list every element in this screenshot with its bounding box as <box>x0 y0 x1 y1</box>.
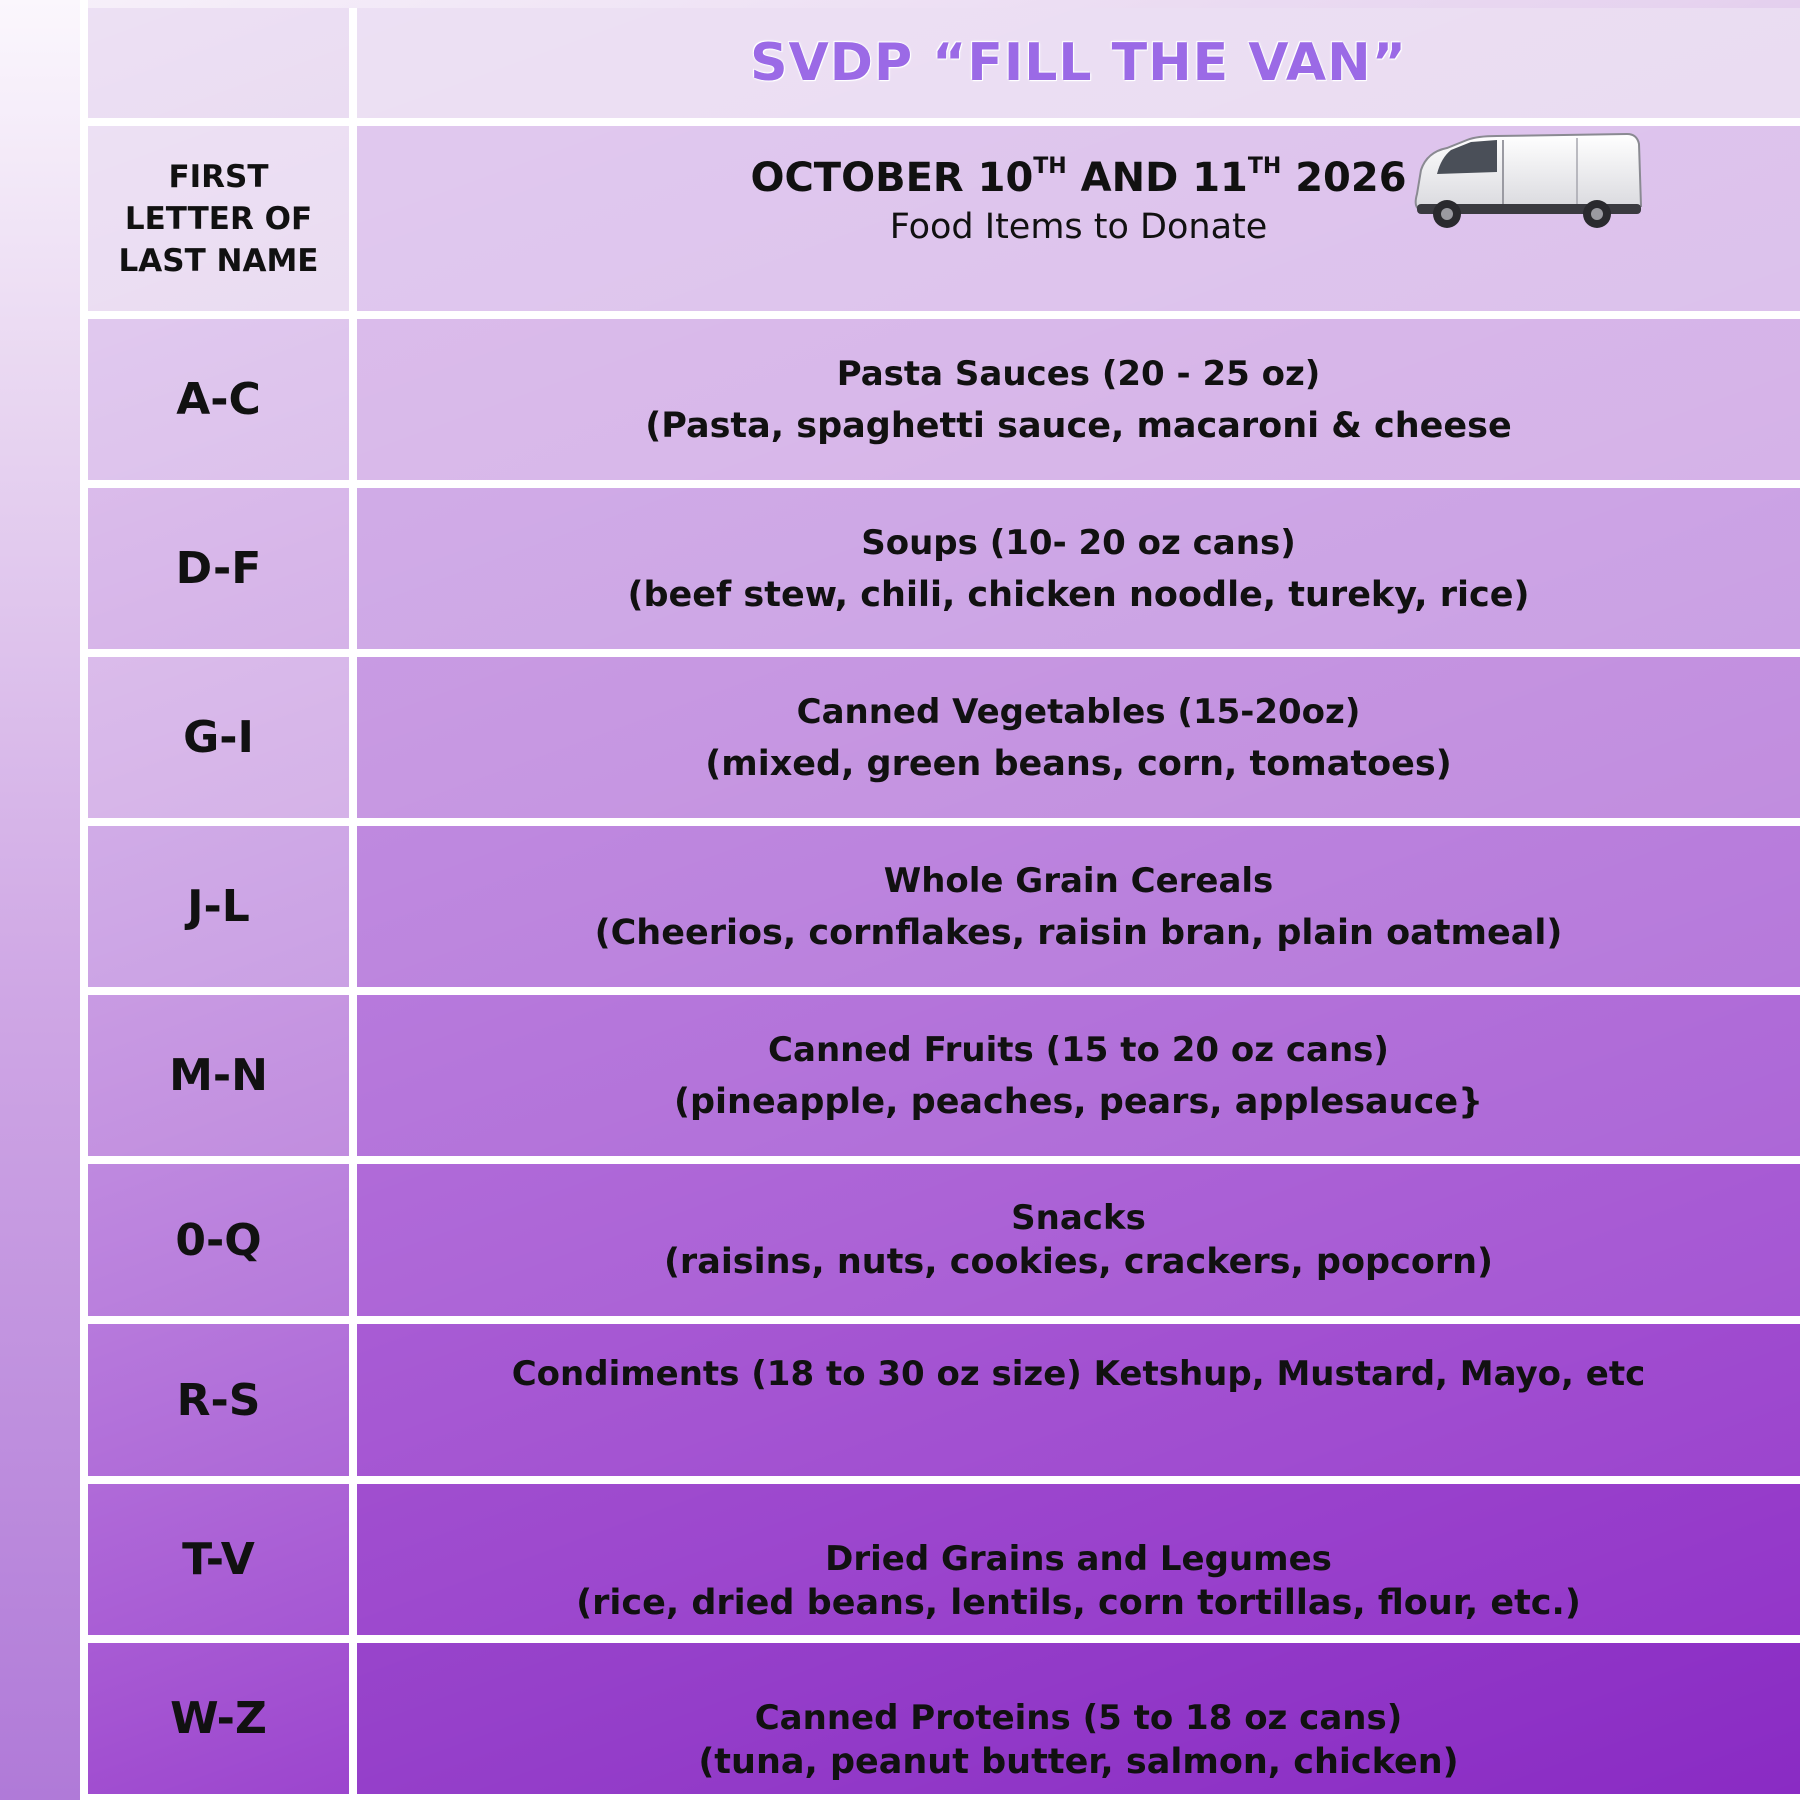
letter-range: M-N <box>169 1050 268 1101</box>
food-item-cell <box>357 1484 1800 1635</box>
letter-range-cell <box>88 488 349 649</box>
food-item-cell <box>357 657 1800 818</box>
food-item-examples: (Pasta, spaghetti sauce, macaroni & cheese <box>645 405 1512 446</box>
title-blank-cell <box>88 8 349 118</box>
food-item-examples: (mixed, green beans, corn, tomatoes) <box>705 743 1452 784</box>
letter-range-cell <box>88 657 349 818</box>
food-item-examples: (Cheerios, cornflakes, raisin bran, plain oatmeal) <box>594 912 1563 953</box>
column-label-cell <box>88 126 349 311</box>
column-label-line-3: LAST NAME <box>118 242 319 279</box>
food-item-title: Canned Vegetables (15-20oz) <box>796 691 1361 732</box>
column-label <box>109 156 329 282</box>
food-item-examples: (tuna, peanut butter, salmon, chicken) <box>698 1742 1459 1782</box>
letter-range: W-Z <box>170 1693 267 1744</box>
food-item-title: Snacks <box>1011 1198 1146 1238</box>
letter-range: A-C <box>176 374 261 425</box>
letter-range: G-I <box>183 712 254 763</box>
food-item-cell <box>357 995 1800 1156</box>
title-cell <box>357 8 1800 118</box>
food-item-examples: (beef stew, chili, chicken noodle, tureky, rice) <box>627 574 1530 615</box>
letter-range: T-V <box>182 1534 255 1585</box>
letter-range-cell <box>88 1164 349 1316</box>
letter-range-cell <box>88 1643 349 1794</box>
letter-range-cell <box>88 826 349 987</box>
food-item-cell <box>357 319 1800 480</box>
letter-range-cell <box>88 1484 349 1635</box>
page-title: SVDP “FILL THE VAN” <box>750 33 1407 93</box>
letter-range: 0-Q <box>175 1214 262 1266</box>
food-item-title: Pasta Sauces (20 - 25 oz) <box>836 353 1321 394</box>
event-subtitle: Food Items to Donate <box>889 207 1268 247</box>
food-item-examples: (pineapple, peaches, pears, applesauce} <box>674 1081 1483 1122</box>
food-item-examples: (raisins, nuts, cookies, crackers, popcorn) <box>663 1242 1494 1282</box>
food-item-title: Dried Grains and Legumes <box>825 1539 1332 1579</box>
food-item-title: Condiments (18 to 30 oz size) Ketshup, Mustard, Mayo, etc <box>511 1354 1646 1394</box>
left-margin-strip <box>0 0 80 1800</box>
letter-range: J-L <box>187 881 250 932</box>
letter-range-cell <box>88 995 349 1156</box>
left-divider <box>80 0 88 1800</box>
food-item-cell <box>357 1324 1800 1476</box>
letter-range-cell <box>88 1324 349 1476</box>
column-label-line-1: FIRST <box>168 158 269 195</box>
food-item-examples: (rice, dried beans, lentils, corn tortillas, flour, etc.) <box>576 1583 1581 1623</box>
food-item-cell <box>357 488 1800 649</box>
food-item-title: Canned Proteins (5 to 18 oz cans) <box>754 1698 1403 1738</box>
letter-range: D-F <box>175 543 262 594</box>
food-item-title: Soups (10- 20 oz cans) <box>861 522 1296 563</box>
food-item-title: Canned Fruits (15 to 20 oz cans) <box>768 1029 1389 1070</box>
donation-table <box>88 8 1800 1800</box>
food-item-cell <box>357 826 1800 987</box>
event-header-cell <box>357 126 1800 311</box>
van-icon <box>1407 126 1647 236</box>
letter-range: R-S <box>176 1374 261 1426</box>
food-item-cell <box>357 1164 1800 1316</box>
letter-range-cell <box>88 319 349 480</box>
food-item-title: Whole Grain Cereals <box>883 860 1274 901</box>
column-label-line-2: LETTER OF <box>124 200 313 237</box>
event-date: OCTOBER 10TH AND 11TH 2026 <box>750 154 1407 201</box>
food-item-cell <box>357 1643 1800 1794</box>
